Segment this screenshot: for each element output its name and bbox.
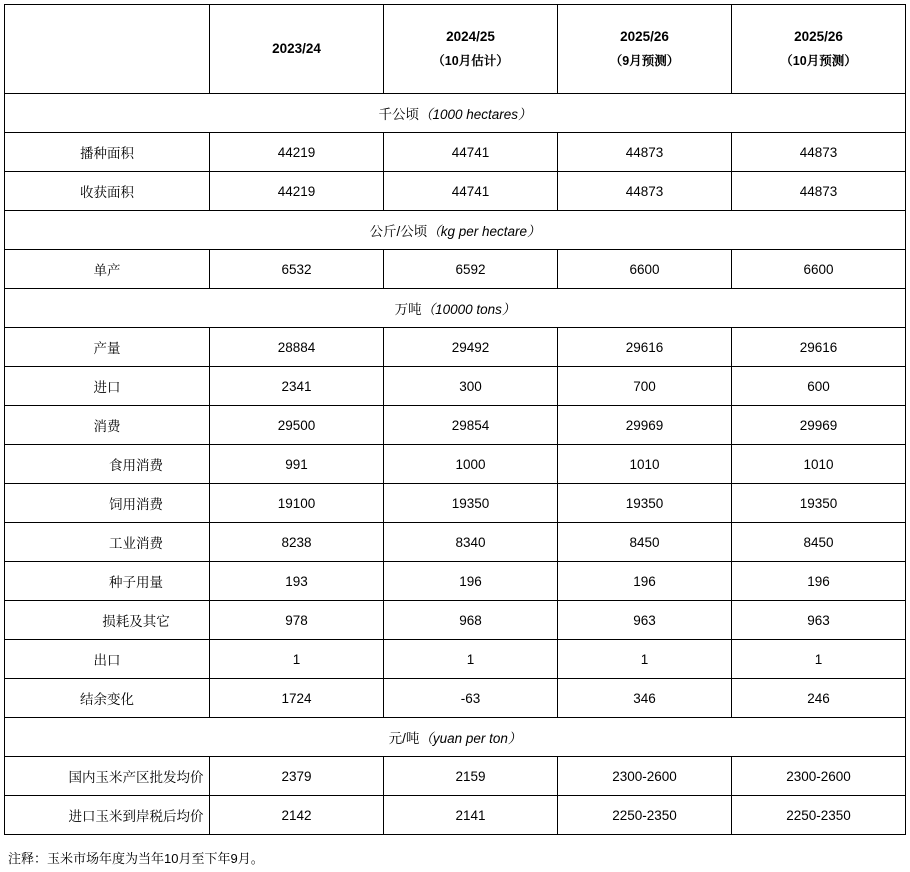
- row-value: 29616: [558, 328, 732, 367]
- row-label: 饲用消费: [5, 484, 210, 523]
- row-value: 963: [558, 601, 732, 640]
- row-label: 出口: [5, 640, 210, 679]
- header-cell-2024-25: [384, 5, 558, 94]
- row-label: 收获面积: [5, 172, 210, 211]
- row-value: 2250-2350: [558, 796, 732, 835]
- row-label: 进口玉米到岸税后均价: [5, 796, 210, 835]
- row-value: 2341: [210, 367, 384, 406]
- row-value: 1: [384, 640, 558, 679]
- row-value: -63: [384, 679, 558, 718]
- unit-label-cn: 万吨: [394, 302, 422, 317]
- row-value: 193: [210, 562, 384, 601]
- header-year: 2025/26: [794, 29, 843, 45]
- unit-cell: [5, 289, 906, 328]
- row-value: 19350: [732, 484, 906, 523]
- row-value: 2159: [384, 757, 558, 796]
- header-cell-2025-26-sep: [558, 5, 732, 94]
- table-row: [5, 640, 906, 679]
- row-value: 28884: [210, 328, 384, 367]
- row-value: 19350: [384, 484, 558, 523]
- unit-label-en: （1000 hectares）: [418, 107, 532, 122]
- row-value: 1724: [210, 679, 384, 718]
- row-value: 2142: [210, 796, 384, 835]
- header-cell-blank: [5, 5, 210, 94]
- row-value: 29969: [558, 406, 732, 445]
- row-value: 196: [558, 562, 732, 601]
- corn-balance-table: [4, 4, 906, 835]
- table-row: [5, 484, 906, 523]
- row-value: 19350: [558, 484, 732, 523]
- table-note: 注释：玉米市场年度为当年10月至下年9月。: [8, 851, 264, 866]
- table-row: [5, 328, 906, 367]
- table-row: [5, 757, 906, 796]
- row-value: 2300-2600: [558, 757, 732, 796]
- header-year: 2024/25: [446, 29, 495, 45]
- unit-cell: [5, 94, 906, 133]
- row-label: 进口: [5, 367, 210, 406]
- row-label: 种子用量: [5, 562, 210, 601]
- row-value: 1010: [558, 445, 732, 484]
- row-value: 1: [210, 640, 384, 679]
- unit-cell: [5, 718, 906, 757]
- unit-label-en: （yuan per ton）: [419, 731, 522, 746]
- unit-cell: [5, 211, 906, 250]
- row-value: 196: [732, 562, 906, 601]
- row-value: 6532: [210, 250, 384, 289]
- row-value: 246: [732, 679, 906, 718]
- unit-label-cn: 千公顷: [378, 107, 419, 122]
- table-row: [5, 562, 906, 601]
- table-row: [5, 133, 906, 172]
- row-label: 损耗及其它: [5, 601, 210, 640]
- table-row: [5, 679, 906, 718]
- unit-label-en: （10000 tons）: [421, 302, 516, 317]
- row-value: 346: [558, 679, 732, 718]
- row-label: 国内玉米产区批发均价: [5, 757, 210, 796]
- header-cell-2025-26-oct: [732, 5, 906, 94]
- row-value: 29616: [732, 328, 906, 367]
- row-value: 44873: [732, 172, 906, 211]
- unit-row: [5, 718, 906, 757]
- header-sub: （10月估计）: [432, 53, 509, 68]
- row-value: 44219: [210, 172, 384, 211]
- table-row: [5, 406, 906, 445]
- row-value: 978: [210, 601, 384, 640]
- table-row: [5, 523, 906, 562]
- unit-row: [5, 94, 906, 133]
- table-header: [5, 5, 906, 94]
- row-value: 2141: [384, 796, 558, 835]
- row-label: 工业消费: [5, 523, 210, 562]
- unit-label-cn: 公斤/公顷: [369, 224, 428, 239]
- row-label: 单产: [5, 250, 210, 289]
- unit-row: [5, 211, 906, 250]
- table-body: [5, 94, 906, 835]
- row-value: 600: [732, 367, 906, 406]
- row-label: 食用消费: [5, 445, 210, 484]
- row-value: 19100: [210, 484, 384, 523]
- row-value: 8238: [210, 523, 384, 562]
- row-value: 29969: [732, 406, 906, 445]
- row-value: 991: [210, 445, 384, 484]
- unit-row: [5, 289, 906, 328]
- row-value: 29492: [384, 328, 558, 367]
- row-value: 963: [732, 601, 906, 640]
- row-value: 44741: [384, 172, 558, 211]
- row-value: 44219: [210, 133, 384, 172]
- row-value: 44741: [384, 133, 558, 172]
- row-value: 29500: [210, 406, 384, 445]
- row-value: 700: [558, 367, 732, 406]
- table-header-row: [5, 5, 906, 94]
- table-row: [5, 172, 906, 211]
- table-row: [5, 367, 906, 406]
- row-value: 300: [384, 367, 558, 406]
- row-value: 6600: [732, 250, 906, 289]
- row-value: 2379: [210, 757, 384, 796]
- row-value: 44873: [558, 172, 732, 211]
- row-value: 968: [384, 601, 558, 640]
- row-value: 44873: [558, 133, 732, 172]
- row-value: 1: [558, 640, 732, 679]
- row-value: 44873: [732, 133, 906, 172]
- row-label: 产量: [5, 328, 210, 367]
- unit-label-cn: 元/吨: [388, 731, 420, 746]
- header-cell-2023-24: [210, 5, 384, 94]
- table-row: [5, 601, 906, 640]
- row-label: 播种面积: [5, 133, 210, 172]
- table-row: [5, 796, 906, 835]
- header-sub: （10月预测）: [780, 53, 857, 68]
- header-sub: （9月预测）: [609, 53, 680, 68]
- row-value: 2300-2600: [732, 757, 906, 796]
- header-year: 2025/26: [620, 29, 669, 45]
- header-year: 2023/24: [272, 41, 321, 57]
- row-value: 8450: [732, 523, 906, 562]
- row-value: 6600: [558, 250, 732, 289]
- row-value: 29854: [384, 406, 558, 445]
- unit-label-en: （kg per hectare）: [427, 224, 541, 239]
- row-value: 2250-2350: [732, 796, 906, 835]
- table-row: [5, 250, 906, 289]
- row-value: 1000: [384, 445, 558, 484]
- row-label: 结余变化: [5, 679, 210, 718]
- row-value: 6592: [384, 250, 558, 289]
- row-label: 消费: [5, 406, 210, 445]
- row-value: 8450: [558, 523, 732, 562]
- row-value: 1: [732, 640, 906, 679]
- table-row: [5, 445, 906, 484]
- row-value: 8340: [384, 523, 558, 562]
- row-value: 1010: [732, 445, 906, 484]
- row-value: 196: [384, 562, 558, 601]
